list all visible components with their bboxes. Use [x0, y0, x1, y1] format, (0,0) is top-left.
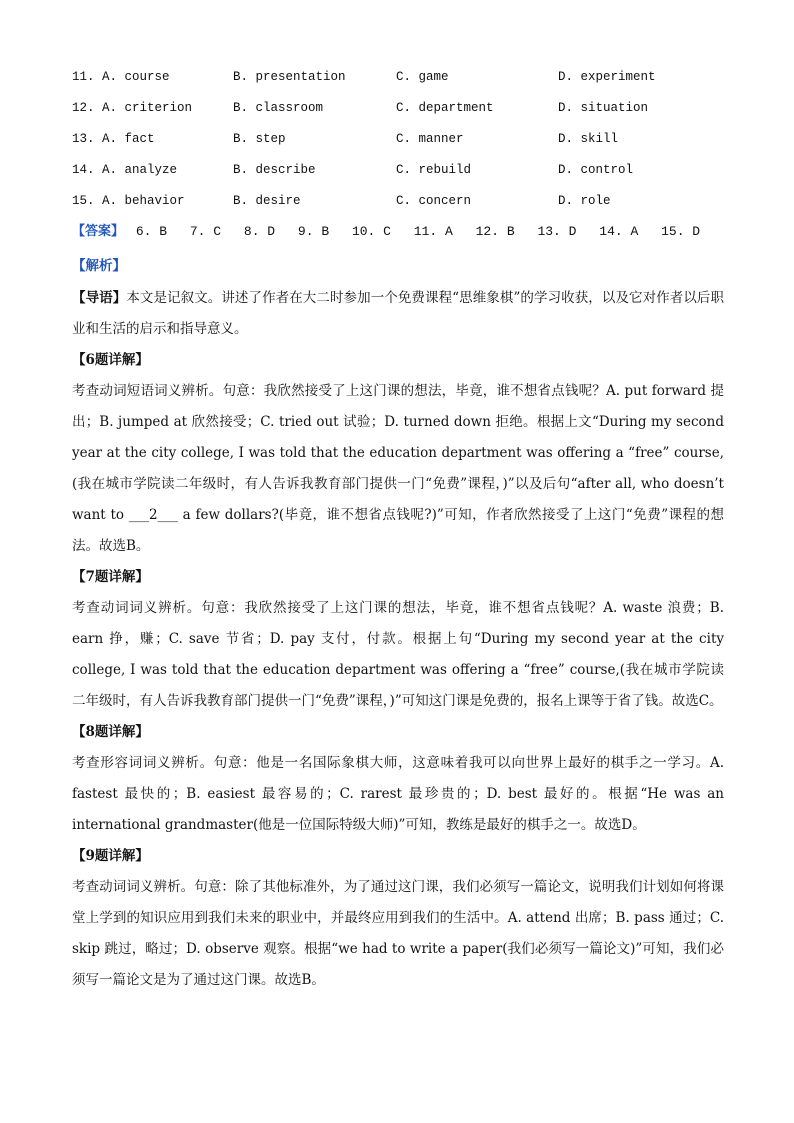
option-b: B. step [233, 132, 286, 146]
paragraph-text: 考查动词词义辨析。句意：我欣然接受了上这门课的想法，毕竟，谁不想省点钱呢？A. waste 浪费；B. earn 挣，赚；C. save 节省；D. pay 支付，付款。根据上句“During my second year at the city college, I was told that the education department was offering a “free” course,(我在城市学院读二年级时，有人告诉我教育部门提供一门“免费”课程，)”可知这门课是免费的，报名上课等于省了钱。故选C。 [72, 600, 724, 709]
answer-item: 13. D [537, 224, 577, 239]
option-b: B. desire [233, 194, 301, 208]
answer-item: 12. B [475, 224, 515, 239]
option-b: B. classroom [233, 101, 324, 115]
answer-line [72, 222, 715, 242]
paragraph-text: 考查形容词词义辨析。句意：他是一名国际象棋大师，这意味着我可以向世界上最好的棋手之一学习。A. fastest 最快的；B. easiest 最容易的；C. rarest 最珍贵的；D. best 最好的。根据“He was an international grandmaster(他是一位国际特级大师)”可知，教练是最好的棋手之一。故选D。 [72, 755, 724, 833]
q6-explanation [72, 376, 724, 562]
answer-item: 7. C [189, 224, 222, 239]
option-d: D. situation [558, 101, 649, 115]
option-a: A. behavior [102, 194, 185, 208]
paragraph-text: 考查动词词义辨析。句意：除了其他标准外，为了通过这门课，我们必须写一篇论文，说明我们计划如何将课堂上学到的知识应用到我们未来的职业中，并最终应用到我们的生活中。A. attend 出席；B. pass 通过；C. skip 跳过，略过；D. observe 观察。根据“we had to write a paper(我们必须写一篇论文)”可知，我们必须写一篇论文是为了通过这门课。故选B。 [72, 879, 724, 988]
option-d: D. control [558, 163, 634, 177]
option-c: C. concern [396, 194, 472, 208]
option-b: B. describe [233, 163, 316, 177]
answer-item: 9. B [297, 224, 330, 239]
answer-item: 8. D [243, 224, 276, 239]
answer-item: 11. A [413, 224, 453, 239]
q7-explanation [72, 593, 724, 717]
intro-paragraph [72, 283, 724, 345]
q8-explanation [72, 748, 724, 841]
option-d: D. role [558, 194, 611, 208]
option-a: A. fact [102, 132, 155, 146]
answer-label: 【答案】 [72, 224, 125, 239]
paragraph-text: 本文是记叙文。讲述了作者在大二时参加一个免费课程“思维象棋”的学习收获，以及它对作者以后职业和生活的启示和指导意义。 [72, 290, 724, 337]
q9-explanation [72, 872, 724, 996]
question-number: 15. [72, 194, 95, 208]
option-c: C. rebuild [396, 163, 472, 177]
options-list [72, 67, 732, 222]
option-b: B. presentation [233, 70, 346, 84]
answer-item: 6. B [135, 224, 168, 239]
option-c: C. department [396, 101, 494, 115]
option-row-13 [72, 129, 732, 160]
option-d: D. experiment [558, 70, 656, 84]
question-number: 13. [72, 132, 95, 146]
answer-item: 14. A [599, 224, 639, 239]
option-a: A. course [102, 70, 170, 84]
question-number: 14. [72, 163, 95, 177]
section-heading: 【9题详解】 [72, 848, 149, 864]
answer-item: 15. D [661, 224, 701, 239]
option-row-14 [72, 160, 732, 191]
q7-heading [72, 562, 724, 593]
q6-heading [72, 345, 724, 376]
q8-heading [72, 717, 724, 748]
option-a: A. analyze [102, 163, 178, 177]
analysis-body [72, 283, 724, 996]
answer-item: 10. C [351, 224, 391, 239]
option-row-12 [72, 98, 732, 129]
paragraph-text: 考查动词短语词义辨析。句意：我欣然接受了上这门课的想法，毕竟，谁不想省点钱呢？A. put forward 提出；B. jumped at 欣然接受；C. tried out 试验；D. turned down 拒绝。根据上文“During my second year at the city college, I was told that the education department was offering a “free” course,(我在城市学院读二年级时，有人告诉我教育部门提供一门“免费”课程，)”以及后句“after all, who doesn’t want to ___2___ a few dollars?(毕竟，谁不想省点钱呢?)”可知，作者欣然接受了上这门“免费”课程的想法。故选B。 [72, 383, 724, 554]
q9-heading [72, 841, 724, 872]
option-d: D. skill [558, 132, 619, 146]
section-heading: 【导语】 [72, 290, 127, 306]
option-row-15 [72, 191, 732, 222]
option-c: C. game [396, 70, 449, 84]
section-heading: 【8题详解】 [72, 724, 149, 740]
section-heading: 【7题详解】 [72, 569, 149, 585]
option-row-11 [72, 67, 732, 98]
section-heading: 【6题详解】 [72, 352, 149, 368]
question-number: 12. [72, 101, 95, 115]
option-c: C. manner [396, 132, 464, 146]
option-a: A. criterion [102, 101, 193, 115]
analysis-label: 【解析】 [72, 258, 126, 274]
question-number: 11. [72, 70, 95, 84]
